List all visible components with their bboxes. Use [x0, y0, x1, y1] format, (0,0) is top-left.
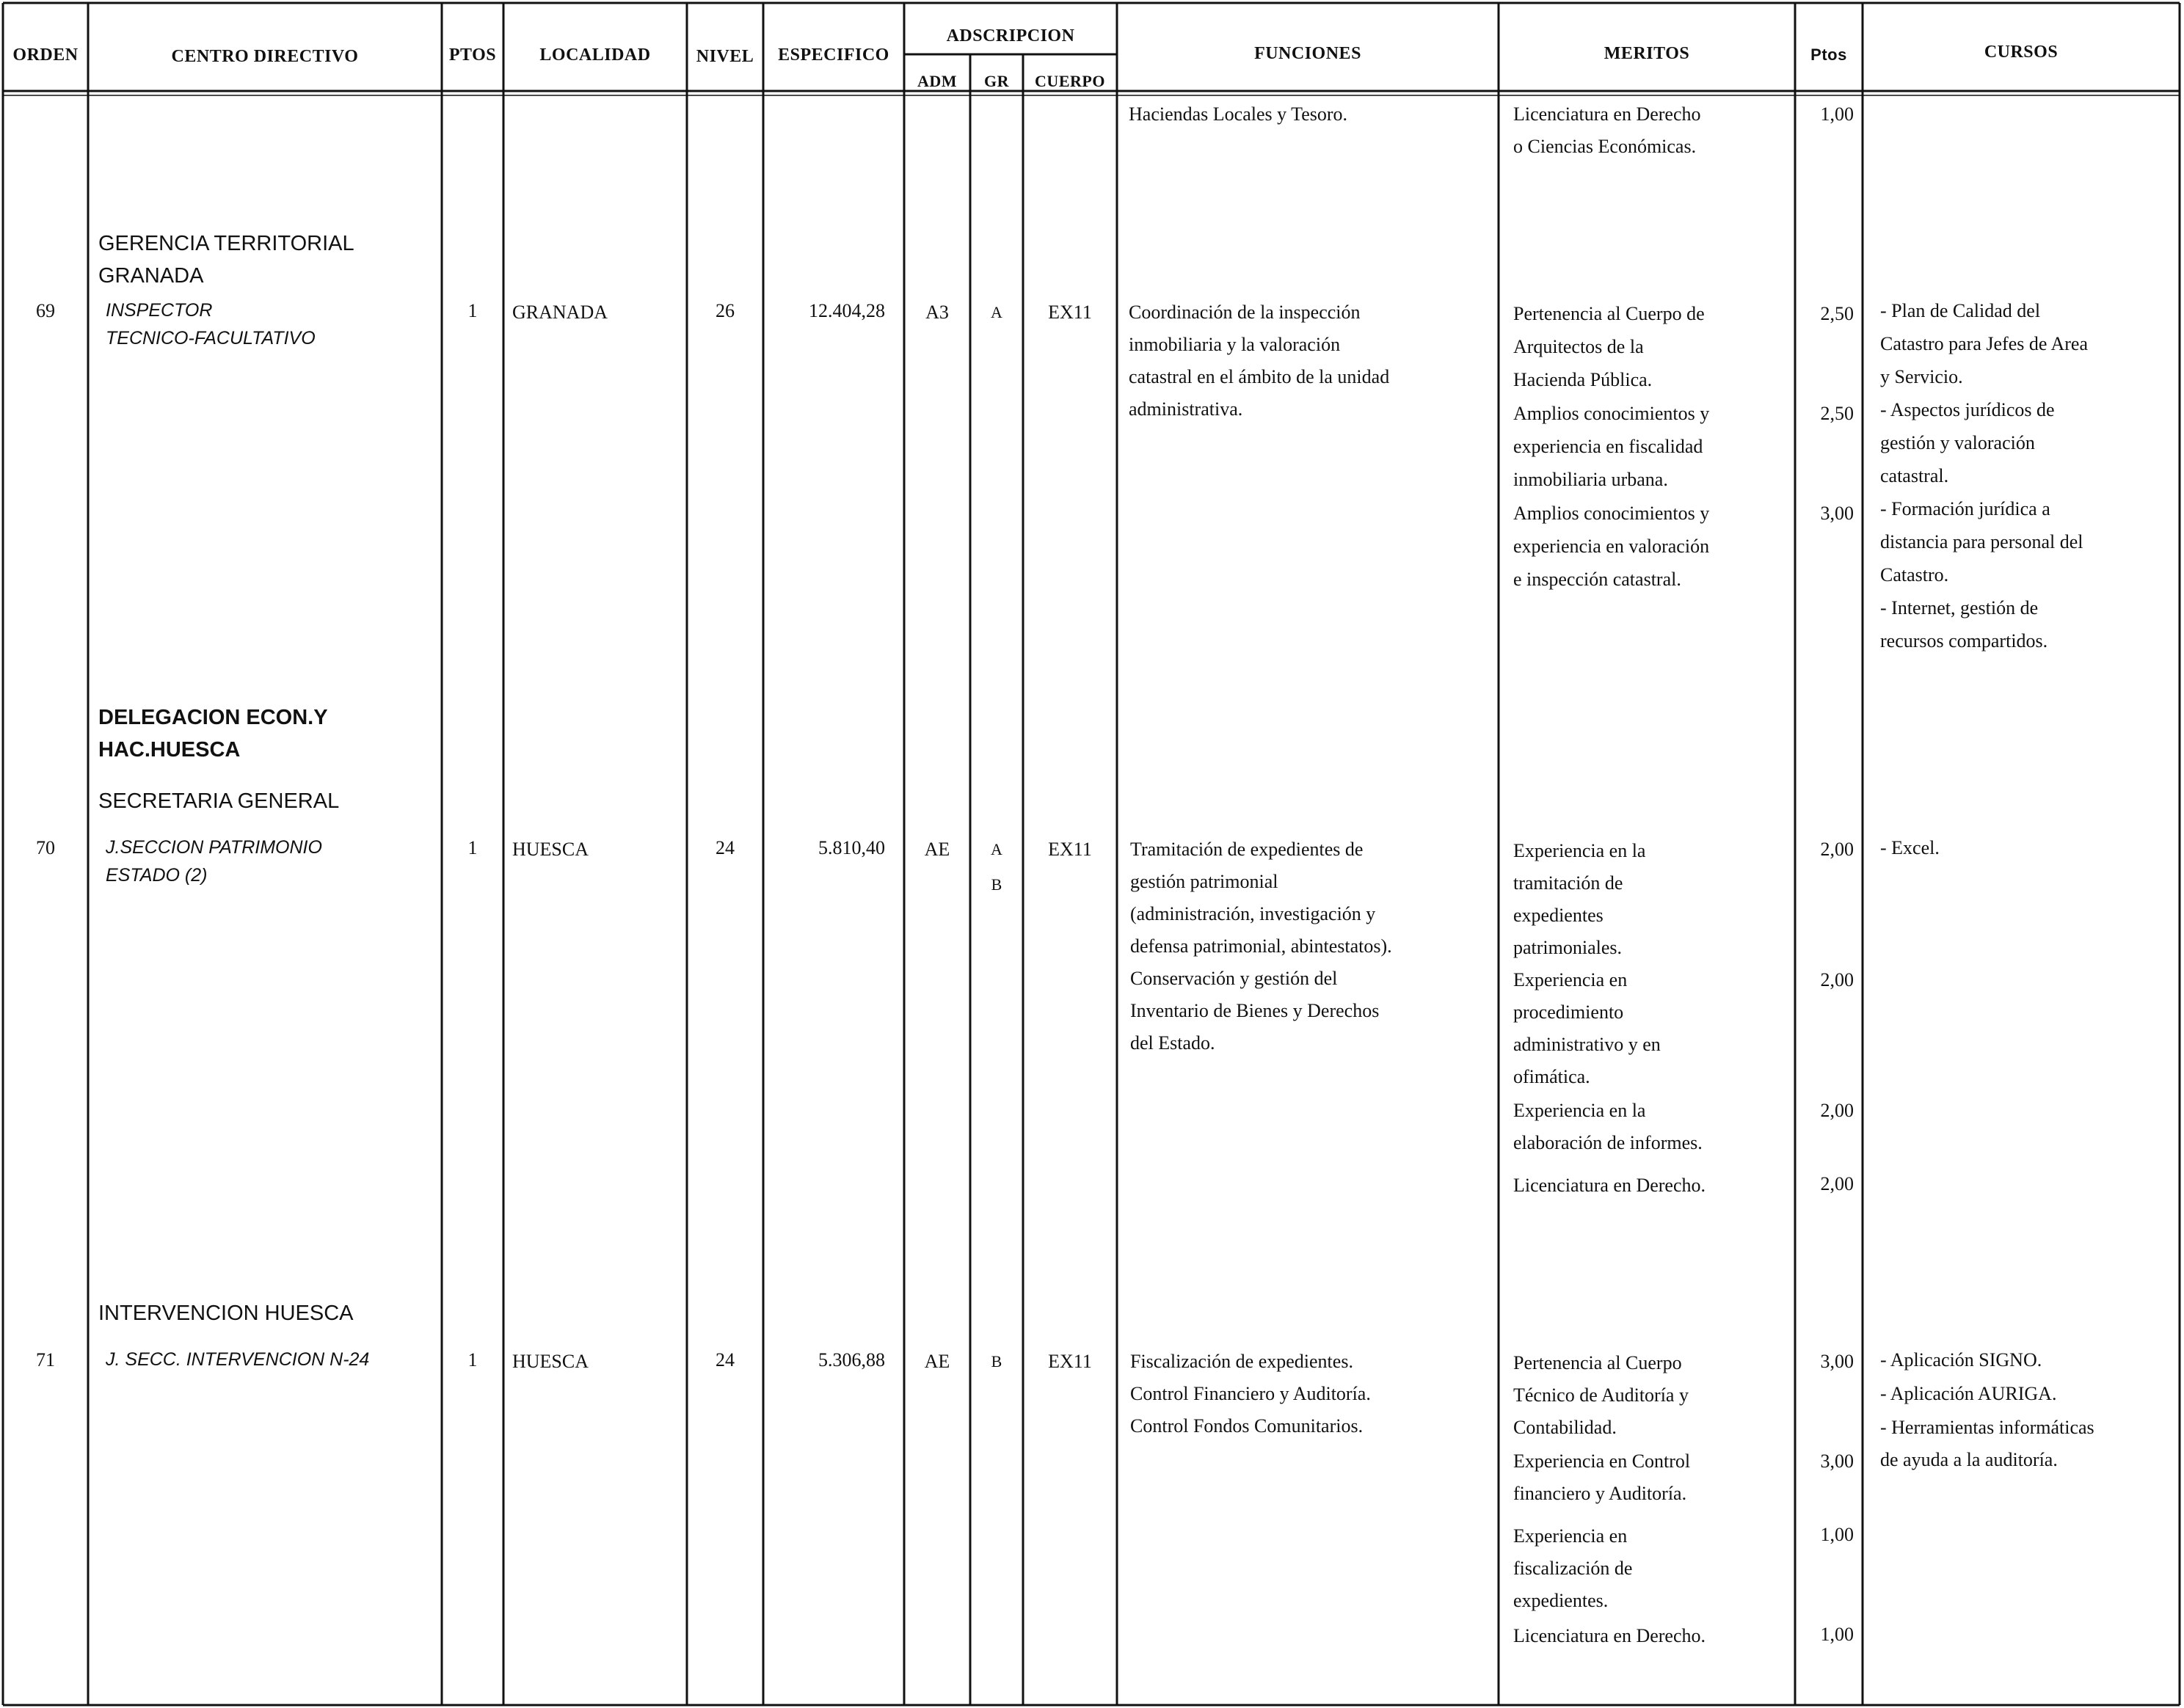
localidad-value: HUESCA	[512, 1351, 589, 1372]
nivel-value: 24	[716, 837, 735, 858]
adm-value: AE	[924, 839, 950, 860]
cursos-line: - Aplicación SIGNO.	[1880, 1349, 2042, 1371]
meritos-line: inmobiliaria urbana.	[1513, 469, 1668, 490]
cursos-line: - Internet, gestión de	[1880, 597, 2039, 618]
meritos-line: Experiencia en la	[1513, 1100, 1646, 1121]
puesto-name: INSPECTOR	[106, 300, 213, 321]
funciones-line: (administración, investigación y	[1130, 903, 1376, 924]
meritos-line: ofimática.	[1513, 1066, 1590, 1087]
meritos-ptos: 2,50	[1820, 403, 1854, 424]
cuerpo-value: EX11	[1048, 839, 1092, 860]
funciones-line: administrativa.	[1129, 398, 1243, 420]
funciones-line: Tramitación de expedientes de	[1130, 839, 1364, 860]
meritos-line: Experiencia en	[1513, 1525, 1628, 1547]
header-adscripcion: ADSCRIPCION	[946, 26, 1075, 45]
section-title: GRANADA	[98, 264, 204, 288]
cuerpo-value: EX11	[1048, 1351, 1092, 1372]
meritos-ptos: 2,00	[1820, 969, 1854, 990]
header-orden: ORDEN	[12, 45, 79, 65]
especifico-value: 5.306,88	[818, 1349, 885, 1371]
continuation-ptos: 1,00	[1820, 103, 1854, 125]
header-cursos: CURSOS	[1984, 43, 2059, 62]
cursos-line: catastral.	[1880, 465, 1949, 486]
meritos-ptos: 3,00	[1820, 1450, 1854, 1472]
header-ptos: PTOS	[448, 45, 497, 65]
meritos-ptos: 2,50	[1820, 303, 1854, 324]
section-title: INTERVENCION HUESCA	[98, 1302, 354, 1325]
header-cuerpo: CUERPO	[1035, 72, 1105, 90]
gr-value: A	[991, 840, 1002, 858]
orden-number: 71	[36, 1349, 55, 1371]
cursos-line: y Servicio.	[1880, 366, 1963, 387]
cursos-line: gestión y valoración	[1880, 432, 2035, 453]
header-funciones: FUNCIONES	[1254, 44, 1361, 63]
meritos-ptos: 2,00	[1820, 1100, 1854, 1121]
meritos-line: experiencia en valoración	[1513, 536, 1710, 557]
meritos-line: expedientes	[1513, 905, 1604, 926]
meritos-line: Experiencia en la	[1513, 840, 1646, 861]
funciones-line: catastral en el ámbito de la unidad	[1129, 366, 1390, 387]
meritos-line: e inspección catastral.	[1513, 569, 1681, 590]
adm-value: A3	[925, 302, 949, 323]
meritos-ptos: 3,00	[1820, 1351, 1854, 1372]
puesto-name: ESTADO (2)	[106, 865, 208, 886]
continuation-meritos-line: o Ciencias Económicas.	[1513, 136, 1697, 157]
header-especifico: ESPECIFICO	[778, 45, 889, 65]
meritos-line: Pertenencia al Cuerpo	[1513, 1352, 1682, 1373]
meritos-line: Pertenencia al Cuerpo de	[1513, 303, 1705, 324]
continuation-meritos-line: Licenciatura en Derecho	[1513, 103, 1701, 125]
cursos-line: - Herramientas informáticas	[1880, 1417, 2094, 1438]
nivel-value: 26	[716, 300, 735, 321]
meritos-line: Contabilidad.	[1513, 1417, 1617, 1438]
puesto-name: J.SECCION PATRIMONIO	[106, 837, 322, 858]
section-title: GERENCIA TERRITORIAL	[98, 232, 354, 255]
meritos-line: procedimiento	[1513, 1001, 1624, 1023]
meritos-line: Hacienda Pública.	[1513, 369, 1653, 390]
cursos-line: Catastro para Jefes de Area	[1880, 333, 2088, 354]
meritos-line: patrimoniales.	[1513, 937, 1623, 958]
cursos-line: - Plan de Calidad del	[1880, 300, 2041, 321]
especifico-value: 5.810,40	[818, 837, 885, 858]
meritos-line: Técnico de Auditoría y	[1513, 1384, 1689, 1406]
cursos-line: Catastro.	[1880, 564, 1949, 585]
gr-value: A	[991, 303, 1002, 321]
funciones-line: defensa patrimonial, abintestatos).	[1130, 935, 1392, 957]
meritos-line: experiencia en fiscalidad	[1513, 436, 1703, 457]
meritos-line: Arquitectos de la	[1513, 336, 1644, 357]
section-title-bold: DELEGACION ECON.Y	[98, 706, 328, 729]
header-localidad: LOCALIDAD	[539, 45, 651, 65]
section-title-bold: HAC.HUESCA	[98, 738, 241, 762]
continuation-funciones: Haciendas Locales y Tesoro.	[1129, 103, 1348, 125]
cursos-line: distancia para personal del	[1880, 531, 2083, 552]
funciones-line: Control Fondos Comunitarios.	[1130, 1415, 1364, 1437]
cursos-line: - Aplicación AURIGA.	[1880, 1383, 2057, 1404]
meritos-ptos: 1,00	[1820, 1524, 1854, 1545]
meritos-line: Experiencia en	[1513, 969, 1628, 990]
localidad-value: GRANADA	[512, 302, 608, 323]
puesto-name: TECNICO-FACULTATIVO	[106, 328, 316, 348]
meritos-line: Licenciatura en Derecho.	[1513, 1625, 1706, 1646]
ptos-value: 1	[467, 1349, 478, 1371]
funciones-line: inmobiliaria y la valoración	[1129, 334, 1341, 355]
header-meritos: MERITOS	[1604, 44, 1690, 63]
meritos-line: Amplios conocimientos y	[1513, 403, 1710, 424]
section-title: SECRETARIA GENERAL	[98, 789, 340, 813]
header-gr: GR	[984, 72, 1009, 90]
header-centro-directivo: CENTRO DIRECTIVO	[171, 47, 359, 66]
cursos-line: de ayuda a la auditoría.	[1880, 1449, 2058, 1470]
gr-value: B	[991, 1352, 1002, 1371]
meritos-line: administrativo y en	[1513, 1034, 1661, 1055]
cursos-line: - Aspectos jurídicos de	[1880, 399, 2055, 420]
funciones-line: Control Financiero y Auditoría.	[1130, 1383, 1371, 1404]
funciones-line: Fiscalización de expedientes.	[1130, 1351, 1353, 1372]
meritos-ptos: 2,00	[1820, 1173, 1854, 1194]
meritos-ptos: 1,00	[1820, 1624, 1854, 1645]
localidad-value: HUESCA	[512, 839, 589, 860]
orden-number: 69	[36, 300, 55, 321]
cuerpo-value: EX11	[1048, 302, 1092, 323]
especifico-value: 12.404,28	[809, 300, 885, 321]
ptos-value: 1	[467, 300, 478, 321]
meritos-line: Experiencia en Control	[1513, 1450, 1691, 1472]
cursos-line: - Excel.	[1880, 837, 1940, 858]
orden-number: 70	[36, 837, 55, 858]
meritos-line: Amplios conocimientos y	[1513, 503, 1710, 524]
meritos-line: financiero y Auditoría.	[1513, 1483, 1687, 1504]
meritos-line: expedientes.	[1513, 1590, 1609, 1611]
funciones-line: Coordinación de la inspección	[1129, 302, 1361, 323]
meritos-line: elaboración de informes.	[1513, 1132, 1703, 1153]
funciones-line: gestión patrimonial	[1130, 871, 1278, 892]
meritos-line: fiscalización de	[1513, 1558, 1633, 1579]
meritos-line: Licenciatura en Derecho.	[1513, 1175, 1706, 1196]
adm-value: AE	[924, 1351, 950, 1372]
cursos-line: - Formación jurídica a	[1880, 498, 2050, 519]
header-adm: ADM	[917, 72, 958, 90]
gr-value: B	[991, 875, 1002, 894]
funciones-line: Inventario de Bienes y Derechos	[1130, 1000, 1380, 1021]
ptos-value: 1	[467, 837, 478, 858]
meritos-line: tramitación de	[1513, 872, 1623, 894]
header-ptos-meritos: Ptos	[1810, 45, 1847, 64]
cursos-line: recursos compartidos.	[1880, 630, 2048, 652]
meritos-ptos: 2,00	[1820, 839, 1854, 860]
funciones-line: Conservación y gestión del	[1130, 968, 1338, 989]
header-nivel: NIVEL	[696, 47, 754, 66]
meritos-ptos: 3,00	[1820, 503, 1854, 524]
nivel-value: 24	[716, 1349, 735, 1371]
puesto-name: J. SECC. INTERVENCION N-24	[106, 1349, 370, 1370]
funciones-line: del Estado.	[1130, 1032, 1215, 1054]
